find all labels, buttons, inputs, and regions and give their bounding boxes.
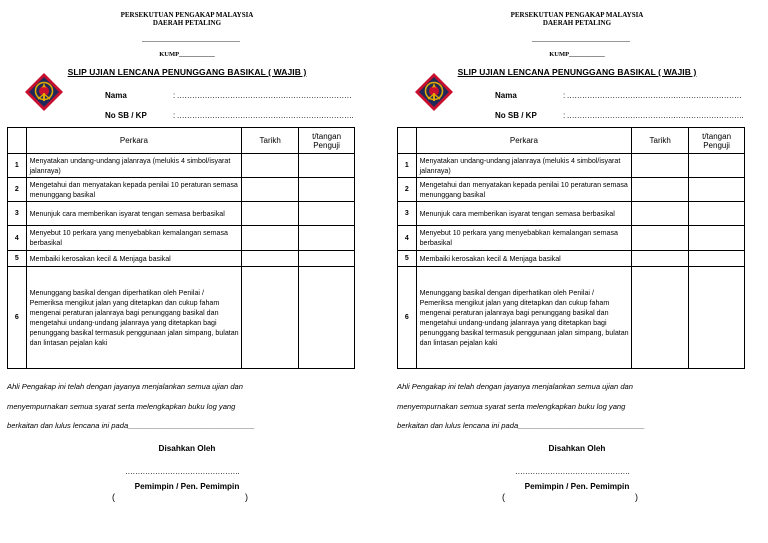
certification-date-line: berkaitan dan lulus lencana ini pada______________________________ [397,421,645,430]
row-date-cell [242,226,299,251]
id-value: : ……………………………………………………………. [173,111,354,120]
slip-title: SLIP UJIAN LENCANA PENUNGGANG BASIKAL ( WAJIB ) [67,67,307,77]
col-perkara: Perkara [416,128,632,154]
col-tarikh: Tarikh [632,128,689,154]
table-row [398,267,745,369]
kump-field: KUMP___________ [159,51,215,58]
name-field [105,91,351,100]
header-divider [532,41,630,42]
row-num: 4 [398,226,417,251]
row-text: Menunjuk cara memberikan isyarat tengan semasa berbasikal [416,202,632,226]
row-text: Menyatakan undang-undang jalanraya (melukis 4 simbol/isyarat jalanraya) [416,154,632,178]
row-date-cell [632,251,689,267]
row-date-cell [242,251,299,267]
row-date-cell [242,154,299,178]
id-label: No SB / KP [495,111,537,120]
signatory-role: Pemimpin / Pen. Pemimpin [134,482,240,491]
org-name: PERSEKUTUAN PENGAKAP MALAYSIA [120,11,254,19]
row-text: Mengetahui dan menyatakan kepada penilai 10 peraturan semasa menunggang basikal [26,178,242,202]
id-field [105,111,353,120]
row-num: 6 [398,267,417,369]
col-tandatangan: t/tangan Penguji [299,128,355,154]
row-sign-cell [299,202,355,226]
table-header-row [398,128,745,154]
table-row [8,202,355,226]
header-divider [142,41,240,42]
id-field [495,111,743,120]
row-text: Menunjuk cara memberikan isyarat tengan semasa berbasikal [26,202,242,226]
row-date-cell [242,267,299,369]
slip-title: SLIP UJIAN LENCANA PENUNGGANG BASIKAL ( WAJIB ) [457,67,697,77]
row-sign-cell [299,251,355,267]
name-value: : …………………………………………………………… [173,91,352,100]
certification-line: Ahli Pengakap ini telah dengan jayanya menjalankan semua ujian dan [7,382,243,391]
certification-line: menyempurnakan semua syarat serta melengkapkan buku log yang [7,402,236,411]
col-num [398,128,417,154]
row-num: 6 [8,267,27,369]
name-field [495,91,741,100]
table-row [8,178,355,202]
test-table [7,127,355,369]
row-text: Menunggang basikal dengan diperhatikan oleh Penilai / Pemeriksa mengikut jalan yang ditetapkan dan cukup faham mengenai peraturan jalanraya bagi penunggang basikal dan mengetahui undang-undang jalanraya yang ditetapkan bagi penunggang basikal termasuk penggunaan jalan simpang, bulatan dan lintasan pejalan kaki [416,267,632,369]
name-paren-close: ) [245,492,248,502]
row-sign-cell [299,267,355,369]
row-sign-cell [299,178,355,202]
row-num: 1 [398,154,417,178]
row-date-cell [632,267,689,369]
row-num: 5 [8,251,27,267]
name-label: Nama [495,91,517,100]
name-label: Nama [105,91,127,100]
certification-line: menyempurnakan semua syarat serta melengkapkan buku log yang [397,402,626,411]
slip-right [392,0,762,543]
id-value: : ……………………………………………………………. [563,111,744,120]
row-date-cell [632,178,689,202]
table-row [8,154,355,178]
col-num [8,128,27,154]
row-text: Membaiki kerosakan kecil & Menjaga basikal [416,251,632,267]
approved-by-label: Disahkan Oleh [548,444,606,453]
row-num: 5 [398,251,417,267]
row-num: 1 [8,154,27,178]
id-label: No SB / KP [105,111,147,120]
test-table [397,127,745,369]
name-paren-close: ) [635,492,638,502]
certification-date-line: berkaitan dan lulus lencana ini pada______________________________ [7,421,255,430]
row-num: 3 [398,202,417,226]
row-text: Membaiki kerosakan kecil & Menjaga basikal [26,251,242,267]
row-date-cell [242,178,299,202]
table-row [398,154,745,178]
row-num: 2 [8,178,27,202]
row-num: 2 [398,178,417,202]
org-name: PERSEKUTUAN PENGAKAP MALAYSIA [510,11,644,19]
row-text: Mengetahui dan menyatakan kepada penilai 10 peraturan semasa menunggang basikal [416,178,632,202]
row-sign-cell [689,202,745,226]
scout-cycling-badge-icon [24,72,64,112]
row-sign-cell [299,226,355,251]
table-row [398,251,745,267]
certification-line: Ahli Pengakap ini telah dengan jayanya menjalankan semua ujian dan [397,382,633,391]
table-row [8,267,355,369]
kump-field: KUMP___________ [549,51,605,58]
name-paren-open: ( [502,492,505,502]
col-perkara: Perkara [26,128,242,154]
signature-line: ………………………………………. [124,467,240,476]
row-date-cell [632,202,689,226]
row-text: Menyatakan undang-undang jalanraya (melukis 4 simbol/isyarat jalanraya) [26,154,242,178]
slip-left [2,0,372,543]
row-num: 3 [8,202,27,226]
table-row [398,178,745,202]
row-date-cell [632,154,689,178]
row-sign-cell [689,178,745,202]
row-date-cell [242,202,299,226]
row-sign-cell [689,154,745,178]
row-sign-cell [689,251,745,267]
table-row [8,226,355,251]
org-district: DAERAH PETALING [542,19,612,27]
col-tandatangan: t/tangan Penguji [689,128,745,154]
name-paren-open: ( [112,492,115,502]
signature-line: ………………………………………. [514,467,630,476]
row-sign-cell [689,267,745,369]
row-sign-cell [689,226,745,251]
row-date-cell [632,226,689,251]
org-district: DAERAH PETALING [152,19,222,27]
row-text: Menyebut 10 perkara yang menyebabkan kemalangan semasa berbasikal [26,226,242,251]
row-text: Menyebut 10 perkara yang menyebabkan kemalangan semasa berbasikal [416,226,632,251]
row-text: Menunggang basikal dengan diperhatikan oleh Penilai / Pemeriksa mengikut jalan yang ditetapkan dan cukup faham mengenai peraturan jalanraya bagi penunggang basikal dan mengetahui undang-undang jalanraya yang ditetapkan bagi penunggang basikal termasuk penggunaan jalan simpang, bulatan dan lintasan pejalan kaki [26,267,242,369]
approved-by-label: Disahkan Oleh [158,444,216,453]
table-header-row [8,128,355,154]
signatory-role: Pemimpin / Pen. Pemimpin [524,482,630,491]
scout-cycling-badge-icon [414,72,454,112]
name-value: : …………………………………………………………… [563,91,742,100]
row-num: 4 [8,226,27,251]
col-tarikh: Tarikh [242,128,299,154]
row-sign-cell [299,154,355,178]
table-row [398,202,745,226]
table-row [8,251,355,267]
table-row [398,226,745,251]
